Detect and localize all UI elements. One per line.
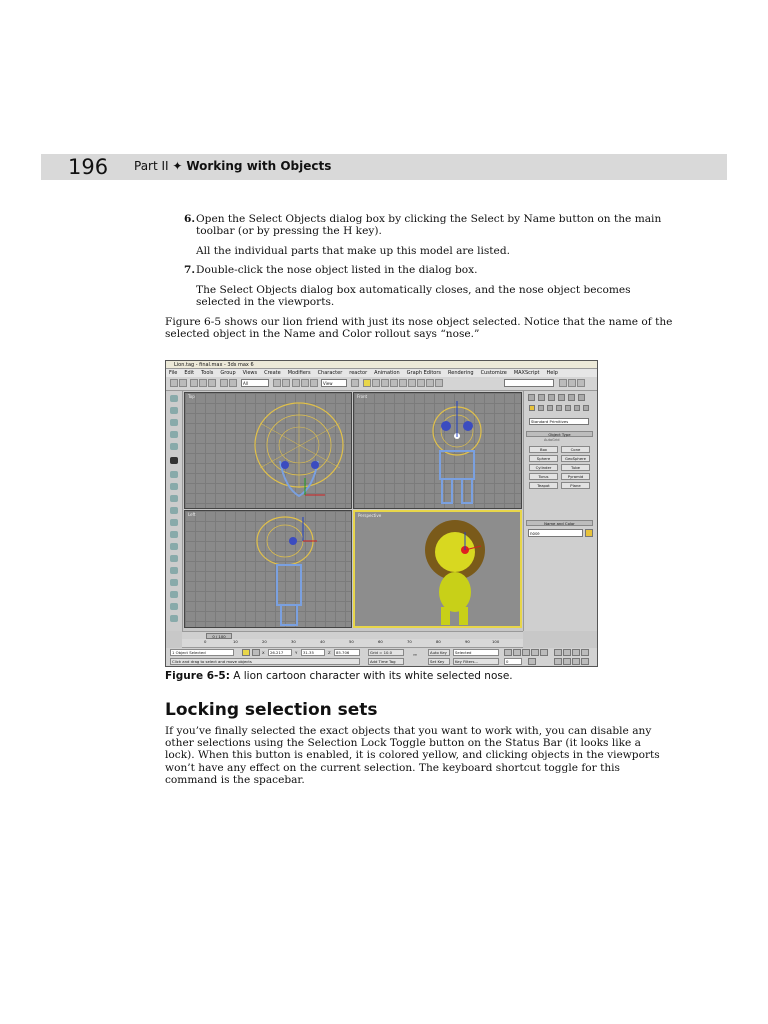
tube-button[interactable]: Tube [561,464,590,471]
reactor-tool-icon[interactable] [170,395,178,402]
cone-button[interactable]: Cone [561,446,590,453]
shapes-icon[interactable] [538,405,544,411]
step-text-line: Open the Select Objects dialog box by clicking the Select by Name button on the main [196,213,662,225]
render-scene-icon[interactable] [426,379,434,387]
zoom-icon[interactable] [554,649,562,656]
object-color-swatch[interactable] [585,529,593,537]
x-coordinate-field[interactable]: 26.217 [268,649,292,656]
paragraph-line: won’t have any effect on the current selection. The keyboard shortcut toggle for this [165,761,620,774]
menu-maxscript[interactable]: MAXScript [513,370,540,376]
render-type-icon[interactable] [568,379,576,387]
part-label [134,159,331,173]
zoom-all-icon[interactable] [563,649,571,656]
modify-tab-icon[interactable] [538,394,545,401]
select-by-name-icon[interactable] [273,379,281,387]
absolute-mode-icon[interactable] [252,649,260,656]
menu-views[interactable]: Views [242,370,258,376]
lion-wireframe-left [185,511,352,628]
menu-bar [166,369,597,377]
lion-shaded-perspective [355,512,522,628]
object-type-rollout-header[interactable]: Object Type [526,431,593,437]
teapot-button[interactable]: Teapot [529,482,558,489]
layer-icon[interactable] [390,379,398,387]
x-label: X [262,650,265,655]
next-frame-icon[interactable] [531,649,539,656]
page-number: 196 [68,155,109,179]
hierarchy-tab-icon[interactable] [548,394,555,401]
select-scale-icon[interactable] [310,379,318,387]
section-heading: Locking selection sets [165,700,378,720]
ruler-tick: 100 [492,639,500,644]
z-label: Z [328,650,331,655]
reactor-toolbar [166,391,183,631]
play-icon[interactable] [522,649,530,656]
auto-key-button[interactable]: Auto Key [428,649,450,656]
cameras-icon[interactable] [556,405,562,411]
reactor-tool-icon[interactable] [170,457,178,464]
goto-end-icon[interactable] [540,649,548,656]
ruler-tick: 20 [262,639,267,644]
window-titlebar: Lion.tag - final.max - 3ds max 6 [166,361,597,369]
viewport-top[interactable] [184,392,352,509]
link-icon[interactable] [190,379,198,387]
ruler-tick: 50 [349,639,354,644]
menu-create[interactable]: Create [264,370,281,376]
reactor-tool-icon[interactable] [170,495,178,502]
ruler-tick: 30 [291,639,296,644]
viewport-label[interactable]: Left [188,512,196,517]
select-icon[interactable] [220,379,228,387]
paragraph-line: other selections using the Selection Lock Toggle button on the Status Bar (it looks like a [165,737,641,750]
reactor-tool-icon[interactable] [170,603,178,610]
step-7-result [196,285,631,308]
geometry-icon[interactable] [529,405,535,411]
field-of-view-icon[interactable] [554,658,562,665]
maximize-viewport-icon[interactable] [581,658,589,665]
step-result-line: selected in the viewports. [196,295,335,308]
ref-coord-dropdown[interactable]: View [321,379,347,387]
reactor-tool-icon[interactable] [170,531,178,538]
curve-editor-icon[interactable] [399,379,407,387]
ruler-tick: 40 [320,639,325,644]
mirror-icon[interactable] [372,379,380,387]
set-key-button[interactable]: Set Key [428,658,450,665]
select-move-icon[interactable] [292,379,300,387]
menu-help[interactable]: Help [546,370,558,376]
step-number: 6. [184,213,196,225]
paragraph-figure-intro [165,317,672,340]
cylinder-button[interactable]: Cylinder [529,464,558,471]
grid-size: Grid = 10.0 [368,649,404,656]
systems-icon[interactable] [583,405,589,411]
paragraph-line: If you’ve finally selected the exact objects that you want to work with, you can disable any [165,725,652,737]
motion-tab-icon[interactable] [558,394,565,401]
reactor-tool-icon[interactable] [170,519,178,526]
paragraph-line: selected object in the Name and Color rollout says “nose.” [165,327,480,340]
sphere-button[interactable]: Sphere [529,455,558,462]
axis-constraint-icon[interactable] [363,379,371,387]
arc-rotate-icon[interactable] [572,658,580,665]
figure-label: Figure 6-5: [165,670,230,682]
main-toolbar [166,377,597,391]
pivot-icon[interactable] [351,379,359,387]
reactor-tool-icon[interactable] [170,407,178,414]
zoom-extents-all-icon[interactable] [581,649,589,656]
ruler-tick: 10 [233,639,238,644]
status-bar [166,648,597,667]
select-region-icon[interactable] [229,379,237,387]
previous-frame-icon[interactable] [513,649,521,656]
y-coordinate-field[interactable]: 31.35 [301,649,325,656]
undo-icon[interactable] [170,379,178,387]
quick-render-icon[interactable] [435,379,443,387]
step-result-line: The Select Objects dialog box automatically closes, and the nose object becomes [196,284,631,296]
redo-icon[interactable] [179,379,187,387]
reactor-tool-icon[interactable] [170,431,178,438]
create-tab-icon[interactable] [528,394,535,401]
step-text-line: Double-click the nose object listed in the dialog box. [196,264,478,276]
figure-caption-text: A lion cartoon character with its white selected nose. [233,670,513,682]
menu-reactor[interactable]: reactor [349,370,368,376]
reactor-tool-icon[interactable] [170,543,178,550]
geosphere-button[interactable]: GeoSphere [561,455,590,462]
ruler-tick: 80 [436,639,441,644]
paragraph-line: Figure 6-5 shows our lion friend with just its nose object selected. Notice that the name of the [165,316,673,328]
name-and-color-rollout-header[interactable]: Name and Color [526,520,593,526]
viewport-label[interactable]: Front [357,394,368,399]
reactor-tool-icon[interactable] [170,443,178,450]
selection-count: 1 Object Selected [170,649,234,656]
prompt-line: Click and drag to select and move objects [170,658,360,665]
lion-wireframe-front [354,393,522,509]
named-selection-dropdown[interactable] [504,379,554,387]
command-panel [523,391,598,631]
running-header [41,154,727,180]
paragraph-locking [165,725,660,786]
viewport-perspective[interactable] [353,510,522,628]
time-slider[interactable]: 0 / 100 [206,633,232,639]
reactor-tool-icon[interactable] [170,615,178,622]
pyramid-button[interactable]: Pyramid [561,473,590,480]
step-7 [184,264,478,277]
command-panel-tabs [526,394,596,402]
spacewarps-icon[interactable] [574,405,580,411]
window-crossing-icon[interactable] [282,379,290,387]
display-tab-icon[interactable] [568,394,575,401]
lights-icon[interactable] [547,405,553,411]
pan-icon[interactable] [563,658,571,665]
reactor-tool-icon[interactable] [170,483,178,490]
viewport-label[interactable]: Perspective [358,513,382,518]
selection-lock-icon[interactable] [242,649,250,656]
key-icon: ⊶ [413,652,417,657]
render-last-icon[interactable] [577,379,585,387]
paragraph-line: command is the spacebar. [165,773,305,786]
step-text-line: toolbar (or by pressing the H key). [196,224,382,237]
step-6-result: All the individual parts that make up this model are listed. [196,245,510,257]
menu-tools[interactable]: Tools [201,370,214,376]
zoom-extents-icon[interactable] [572,649,580,656]
menu-graph-editors[interactable]: Graph Editors [406,370,442,376]
figure-screenshot [165,360,598,667]
selection-filter-dropdown[interactable]: All [241,379,269,387]
align-icon[interactable] [381,379,389,387]
menu-rendering[interactable]: Rendering [448,370,474,376]
create-category-icons [529,405,589,411]
torus-button[interactable]: Torus [529,473,558,480]
step-number: 7. [184,264,196,276]
goto-start-icon[interactable] [504,649,512,656]
viewport-front[interactable] [353,392,522,509]
reactor-tool-icon[interactable] [170,555,178,562]
render-icon[interactable] [559,379,567,387]
bind-icon[interactable] [208,379,216,387]
figure-caption [165,670,513,682]
reactor-tool-icon[interactable] [170,591,178,598]
time-config-icon[interactable] [528,658,536,665]
lion-wireframe-top [185,393,352,509]
menu-customize[interactable]: Customize [480,370,507,376]
ruler-tick: 70 [407,639,412,644]
chapter-title: Working with Objects [186,159,332,173]
ruler-tick: 0 [204,639,207,644]
add-time-tag-button[interactable]: Add Time Tag [368,658,404,665]
part-name: Part II [134,159,169,173]
reactor-tool-icon[interactable] [170,567,178,574]
key-filters-button[interactable]: Key Filters... [453,658,499,665]
menu-animation[interactable]: Animation [374,370,400,376]
reactor-tool-icon[interactable] [170,579,178,586]
ruler-tick: 90 [465,639,470,644]
key-mode-dropdown[interactable]: Selected [453,649,499,656]
object-name-field[interactable]: nose [528,529,583,537]
ruler-tick: 60 [378,639,383,644]
reactor-tool-icon[interactable] [170,471,178,478]
paragraph-line: lock). When this button is enabled, it is colored yellow, and clicking objects in the viewports [165,749,660,762]
z-coordinate-field[interactable]: 85.706 [334,649,360,656]
separator-glyph: ✦ [172,159,183,173]
select-rotate-icon[interactable] [301,379,309,387]
step-6 [184,213,662,237]
menu-group[interactable]: Group [220,370,236,376]
viewport-left[interactable] [184,510,352,628]
reactor-tool-icon[interactable] [170,419,178,426]
primitive-type-dropdown[interactable]: Standard Primitives [529,418,589,425]
autogrid-checkbox[interactable]: AutoGrid [544,438,560,442]
utilities-tab-icon[interactable] [578,394,585,401]
y-label: Y [295,650,298,655]
plane-button[interactable]: Plane [561,482,590,489]
menu-file[interactable]: File [169,370,178,376]
unlink-icon[interactable] [199,379,207,387]
current-frame-field[interactable]: 0 [504,658,522,665]
menu-character[interactable]: Character [317,370,343,376]
material-editor-icon[interactable] [417,379,425,387]
helpers-icon[interactable] [565,405,571,411]
menu-edit[interactable]: Edit [184,370,195,376]
box-button[interactable]: Box [529,446,558,453]
schematic-icon[interactable] [408,379,416,387]
track-bar[interactable] [182,639,523,648]
viewport-label[interactable]: Top [188,394,195,399]
menu-modifiers[interactable]: Modifiers [287,370,311,376]
reactor-tool-icon[interactable] [170,507,178,514]
